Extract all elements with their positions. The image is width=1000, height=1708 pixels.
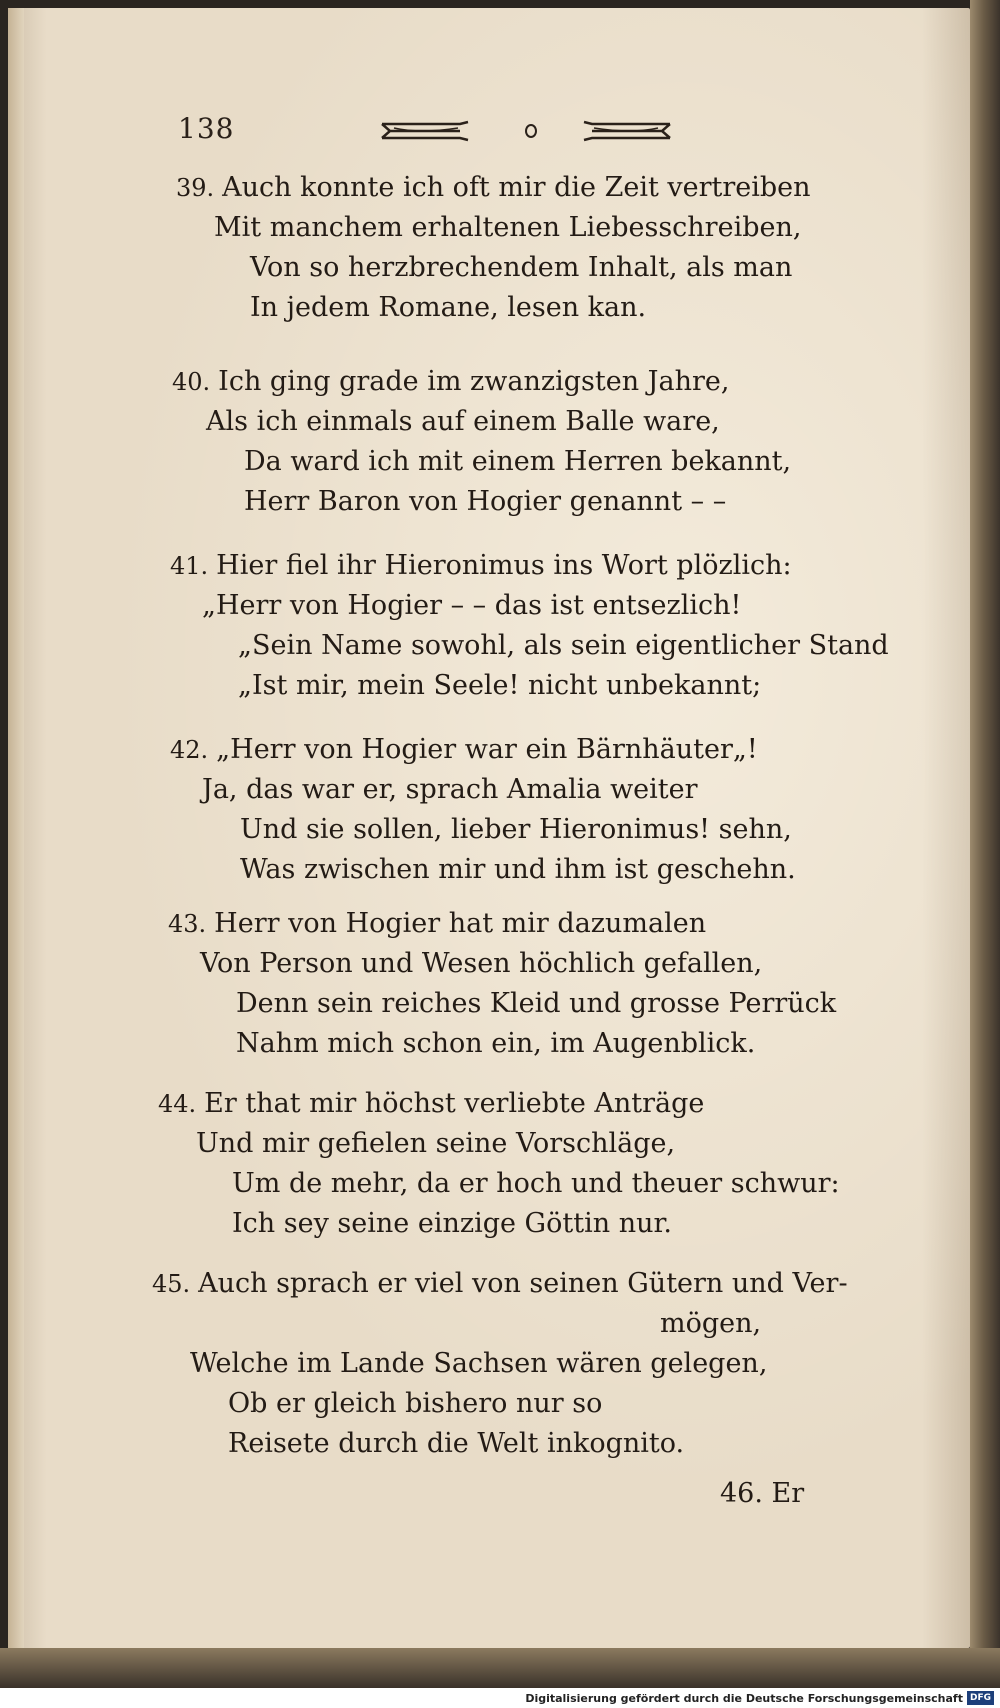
verse-line: Mit manchem erhaltenen Liebesschreiben, — [214, 212, 802, 243]
verse-line: Als ich einmals auf einem Balle ware, — [206, 406, 720, 437]
verse-line: Herr Baron von Hogier genannt – – — [244, 486, 727, 517]
page-number: 138 — [178, 112, 235, 145]
page-stack-edge — [970, 0, 1000, 1660]
verse-line: Von so herzbrechendem Inhalt, als man — [250, 252, 793, 283]
verse-line: Und mir gefielen seine Vorschläge, — [196, 1128, 676, 1159]
verse-line: Reisete durch die Welt inkognito. — [228, 1428, 685, 1459]
verse-line: Ja, das war er, sprach Amalia weiter — [202, 774, 698, 805]
stanza-first-line — [152, 1264, 848, 1304]
page-gutter — [8, 8, 24, 1648]
catchword: 46. Er — [720, 1478, 805, 1509]
stanza-number: 41. — [170, 552, 209, 580]
verse-line: Ich ging grade im zwanzigsten Jahre, — [218, 366, 730, 397]
verse-line: Auch konnte ich oft mir die Zeit vertreiben — [222, 172, 811, 203]
dfg-logo-icon: DFG — [967, 1691, 994, 1705]
verse-line: In jedem Romane, lesen kan. — [250, 292, 647, 323]
verse-line: Hier fiel ihr Hieronimus ins Wort plözlich: — [216, 550, 792, 581]
stanza-first-line — [168, 904, 706, 944]
verse-line: „Herr von Hogier – – das ist entsezlich! — [202, 590, 742, 621]
stanza-number: 45. — [152, 1270, 191, 1298]
verse-line: Um de mehr, da er hoch und theuer schwur: — [232, 1168, 840, 1199]
stanza-number: 39. — [176, 174, 215, 202]
verse-line: Ich sey seine einzige Göttin nur. — [232, 1208, 672, 1239]
verse-line: Ob er gleich bishero nur so — [228, 1388, 603, 1419]
verse-line: „Sein Name sowohl, als sein eigentlicher Stand — [238, 630, 889, 661]
verse-line: Auch sprach er viel von seinen Gütern und Ver- — [198, 1268, 848, 1299]
verse-line: Er that mir höchst verliebte Anträge — [204, 1088, 705, 1119]
stanza-first-line — [170, 546, 792, 586]
verse-line: „Herr von Hogier war ein Bärnhäuter„! — [216, 734, 758, 765]
verse-line: Was zwischen mir und ihm ist geschehn. — [240, 854, 796, 885]
ornament-bar-icon — [380, 120, 470, 142]
page-header — [170, 112, 690, 152]
stanza-number: 40. — [172, 368, 211, 396]
digitization-footer — [0, 1688, 1000, 1708]
page-bottom-edge — [0, 1648, 1000, 1688]
verse-line: Nahm mich schon ein, im Augenblick. — [236, 1028, 756, 1059]
verse-line: Da ward ich mit einem Herren bekannt, — [244, 446, 792, 477]
ornament-bar-icon — [582, 120, 672, 142]
verse-line: mögen, — [660, 1308, 762, 1339]
footer-credit: Digitalisierung gefördert durch die Deutsche Forschungsgemeinschaft — [525, 1691, 963, 1705]
stanza-first-line — [176, 168, 811, 208]
verse-line: „Ist mir, mein Seele! nicht unbekannt; — [238, 670, 762, 701]
stanza-number: 42. — [170, 736, 209, 764]
stanza-first-line — [158, 1084, 704, 1124]
verse-line: Denn sein reiches Kleid und grosse Perrück — [236, 988, 837, 1019]
stanza-number: 43. — [168, 910, 207, 938]
verse-line: Von Person und Wesen höchlich gefallen, — [200, 948, 763, 979]
stanza-number: 44. — [158, 1090, 197, 1118]
verse-line: Und sie sollen, lieber Hieronimus! sehn, — [240, 814, 792, 845]
stanza-first-line — [170, 730, 758, 770]
verse-line: Welche im Lande Sachsen wären gelegen, — [190, 1348, 768, 1379]
verse-line: Herr von Hogier hat mir dazumalen — [214, 908, 707, 939]
stanza-first-line — [172, 362, 729, 402]
ornament-circle-icon — [525, 124, 537, 138]
